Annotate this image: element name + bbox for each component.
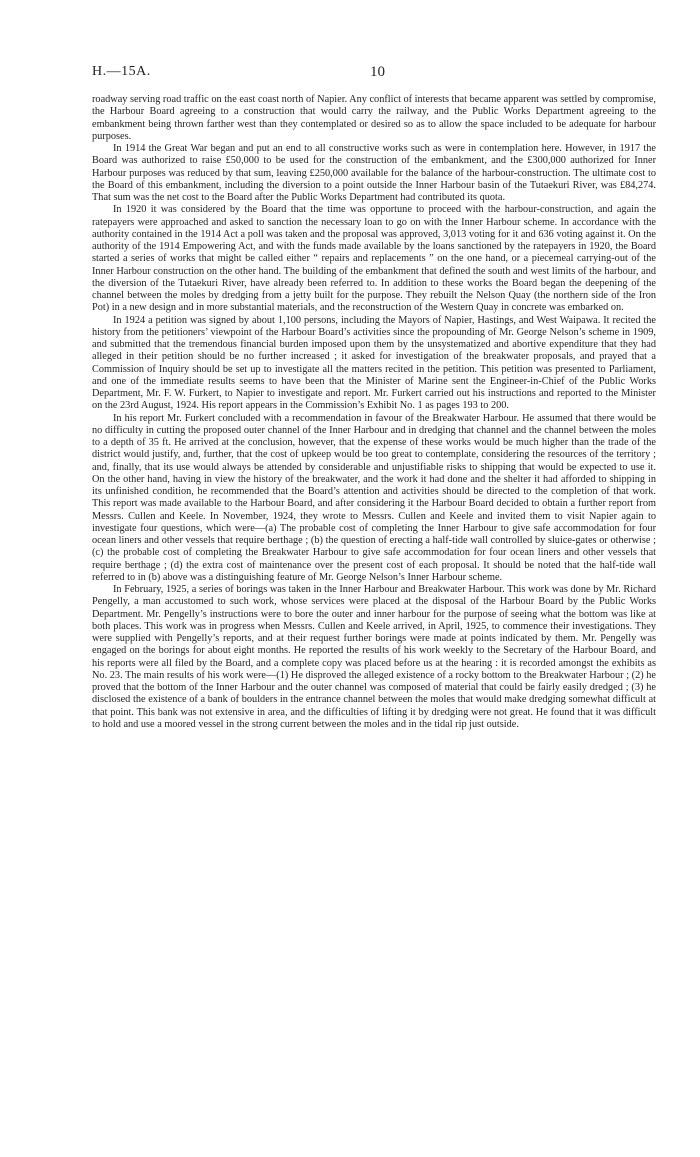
paragraph-1924-petition: In 1924 a petition was signed by about 1,100 persons, including the Mayors of Napier, Hastings, and West Waipawa. It recited the history from the petitioners’ viewpoint of the Harbour Board’s activities since the propounding of Mr. George Nelson’s scheme in 1909, and submitted that the tremendous financial burden imposed upon them by the unsystematized and abortive expenditure that they had alleged in their petition should be no further increased ; it asked for investigation of the breakwater proposals, and prayed that a Commission of Inquiry should be set up to investigate all the matters recited in the petition. This petition was presented to Parliament, and one of the immediate results seems to have been that the Minister of Marine sent the Engineer-in-Chief of the Public Works Department, Mr. F. W. Furkert, to Napier to investigate and report. Mr. Furkert carried out his instructions and reported to the Minister on the 23rd August, 1924. His report appears in the Commission’s Exhibit No. 1 as pages 193 to 200. [92,314,656,412]
paragraph-great-war: In 1914 the Great War began and put an end to all constructive works such as were in contemplation here. However, in 1917 the Board was authorized to raise £50,000 to be used for the construction of the embankment, and the £300,000 authorized for Inner Harbour purposes was reduced by that sum, leaving £250,000 available for the balance of the harbour-construction. The ultimate cost to the Board of this embankment, including the diversion to a point outside the Inner Harbour basin of the Tutaekuri River, was £84,274. That sum was the net cost to the Board after the Public Works Department had contributed its quota. [92,143,656,203]
paragraph-1920-construction: In 1920 it was considered by the Board that the time was opportune to proceed with the harbour-construction, and again the ratepayers were approached and asked to sanction the necessary loan to go on with the Inner Harbour scheme. In accordance with the authority contained in the 1914 Act a poll was taken and the proposal was approved, 3,013 voting for it and 636 voting against it. On the authority of the 1914 Empowering Act, and with the funds made available by the loans sanctioned by the ratepayers in 1920, the Board started a series of works that might be called either “ repairs and replacements ” on the one hand, or a piecemeal carrying-out of the Inner Harbour construction on the other hand. The building of the embankment that defined the south and west limits of the harbour, and the diversion of the Tutaekuri River, have already been referred to. In addition to these works the Board began the deepening of the channel between the moles by dredging from a jetty built for the purpose. They rebuilt the Nelson Quay (the northern side of the Iron Pot) in a new design and in more substantial materials, and the reconstruction of the Western Quay in concrete was embarked on. [92,204,656,314]
paragraph-1925-borings: In February, 1925, a series of borings was taken in the Inner Harbour and Breakwater Harbour. This work was done by Mr. Richard Pengelly, a man accustomed to such work, whose services were placed at the disposal of the Harbour Board by the Public Works Department. Mr. Pengelly’s instructions were to bore the outer and inner harbour for the purpose of seeing what the bottom was like at both places. This work was in progress when Messrs. Cullen and Keele arrived, in April, 1925, to commence their investigations. They were supplied with Pengelly’s reports, and at their request further borings were made at points indicated by them. Mr. Pengelly was engaged on the borings for about eight months. He reported the results of his work weekly to the Secretary of the Harbour Board, and his reports were all filed by the Board, and a complete copy was placed before us at the hearing : it is recorded amongst the exhibits as No. 23. The main results of his work were—(1) He disproved the alleged existence of a rocky bottom to the Breakwater Harbour ; (2) he proved that the bottom of the Inner Harbour and the outer channel was composed of material that could be fairly easily dredged ; (3) he disclosed the existence of a bank of boulders in the entrance channel between the moles that would make dredging somewhat difficult at that point. This bank was not extensive in area, and the difficulties of lifting it by dredging were not great. He found that it was difficult to hold and use a moored vessel in the strong current between the moles and in the tidal rip just outside. [92,584,656,730]
page-number: 10 [370,64,385,80]
document-reference: H.—15A. [92,64,151,79]
body-text [92,94,656,731]
paragraph-continuation: roadway serving road traffic on the east coast north of Napier. Any conflict of interests that became apparent was settled by compromise, the Harbour Board agreeing to a construction that would carry the railway, and the Public Works Department agreeing to the embankment being thrown farther west than they contemplated or desired so as to allow the space included to be adequate for harbour purposes. [92,94,656,142]
paragraph-furkert-report: In his report Mr. Furkert concluded with a recommendation in favour of the Breakwater Harbour. He assumed that there would be no difficulty in cutting the proposed outer channel of the Inner Harbour and in dredging that channel and the channel between the moles to a depth of 35 ft. He arrived at the conclusion, however, that the expense of these works would be much higher than the trade of the district would justify, and, further, that the cost of upkeep would be too great to contemplate, considering the resources of the territory ; and, finally, that its use would always be attended by considerable and unjustifiable risks to shipping that would be expected to use it. On the other hand, having in view the history of the breakwater, and the work it had done and the shelter it had afforded to shipping in its unfinished condition, he recommended that the Board’s attention and activities should be directed to the completion of that work. This report was made available to the Harbour Board, and after considering it the Harbour Board decided to obtain a further report from Messrs. Cullen and Keele. In November, 1924, they wrote to Messrs. Cullen and Keele and invited them to visit Napier again to investigate four questions, which were—(a) The probable cost of completing the Inner Harbour to give safe accommodation for four ocean liners and other vessels that require berthage ; (b) the question of erecting a half-tide wall controlled by sluice-gates or otherwise ; (c) the probable cost of completing the Breakwater Harbour to give safe accommodation for four ocean liners and other vessels that require berthage ; (d) the extra cost of maintenance over the present cost of each proposal. It should be noted that the half-tide wall referred to in (b) above was a distinguishing feature of Mr. George Nelson’s Inner Harbour scheme. [92,412,656,583]
page-header [92,64,656,90]
